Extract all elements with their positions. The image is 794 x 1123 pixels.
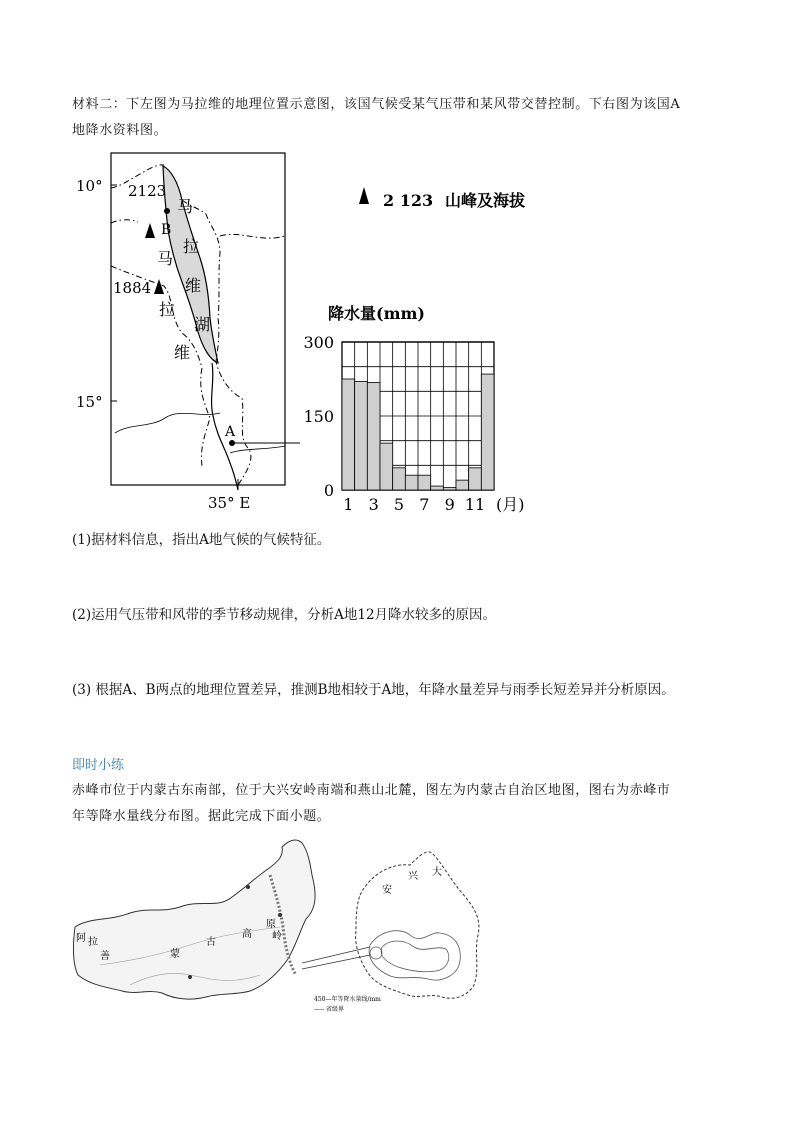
peak-2123-label: 2123 [128, 182, 167, 200]
legend-value: 2 123 [383, 191, 434, 210]
precipitation-chart [300, 295, 540, 520]
imap-label-7: 原 [266, 919, 276, 930]
lat-15-label: 15° [76, 393, 103, 411]
precip-bar [342, 379, 355, 490]
precip-bar [418, 475, 431, 490]
precip-bar [481, 374, 494, 490]
chart-ylabel: 降水量(mm) [328, 304, 426, 323]
material2-line1: 材料二：下左图为马拉维的地理位置示意图，该国气候受某气压带和某风带交替控制。下右图为该国A [72, 97, 681, 112]
precip-bar [355, 381, 368, 490]
legend-peak-icon [359, 187, 369, 204]
x-tick-label: 1 [343, 495, 354, 514]
peak-1884-label: 1884 [113, 279, 152, 297]
exercise-line1: 赤峰市位于内蒙古东南部，位于大兴安岭南端和燕山北麓，图左为内蒙古自治区地图，图右为赤峰市 [72, 783, 671, 798]
imap-label-8: 岭 [272, 931, 282, 942]
x-tick-label: 11 [464, 495, 486, 514]
x-tick-label: 5 [393, 495, 405, 514]
precip-bar [469, 468, 482, 490]
peak-legend [355, 185, 555, 215]
imap-label-10: 兴 [408, 871, 418, 882]
lake-char-2: 拉 [183, 237, 200, 256]
material2-line2: 地降水资料图。 [72, 123, 168, 138]
precip-bar [443, 488, 456, 490]
section-title: 即时小练 [72, 758, 125, 773]
country-char-2: 拉 [159, 300, 176, 319]
point-b-dot [164, 208, 170, 214]
x-tick-label: 7 [419, 495, 430, 514]
lon-35-label: 35° E [208, 494, 251, 512]
question-3: (3) 根据A、B两点的地理位置差异，推测B地相较于A地，年降水量差异与雨季长短差异并分析原因。 [72, 682, 675, 698]
material2-paragraph [72, 92, 727, 144]
exercise-line2: 年等降水量线分布图。据此完成下面小题。 [72, 809, 331, 824]
imap-label-1: 阿 [76, 933, 86, 944]
precip-bar [431, 486, 444, 490]
country-char-3: 维 [174, 343, 191, 362]
precip-bar [367, 382, 380, 490]
point-b-label: B [161, 222, 172, 238]
lake-char-1: 马 [177, 197, 194, 216]
imap-legend-1: 450—年等降水量线/mm [314, 996, 381, 1003]
exercise-paragraph [72, 778, 727, 830]
legend-label: 山峰及海拔 [445, 191, 526, 210]
country-char-1: 马 [157, 249, 174, 268]
imap-label-6: 高 [242, 929, 252, 940]
lake-char-4: 湖 [194, 315, 211, 334]
x-tick-label: 3 [368, 495, 379, 514]
imap-label-11: 大 [432, 867, 442, 878]
malawi-map [70, 148, 300, 518]
imap-label-2: 拉 [88, 937, 98, 948]
y-tick-label: 300 [303, 333, 334, 352]
x-unit-label: (月) [496, 495, 525, 514]
imap-legend-2: ----- 省级界 [314, 1006, 345, 1013]
question-1: (1)据材料信息，指出A地气候的气候特征。 [72, 532, 331, 548]
question-2: (2)运用气压带和风带的季节移动规律，分析A地12月降水较多的原因。 [72, 607, 497, 623]
y-tick-label: 150 [303, 407, 334, 426]
precip-bar [456, 480, 469, 490]
imap-label-9: 安 [382, 885, 392, 896]
x-tick-label: 9 [444, 495, 455, 514]
lat-10-label: 10° [76, 177, 103, 195]
inner-mongolia-figure [70, 835, 490, 1020]
precip-bar [405, 475, 418, 490]
lake-char-3: 维 [185, 276, 202, 295]
precip-bar [393, 468, 406, 490]
precip-bar [380, 443, 393, 490]
imap-label-5: 古 [206, 937, 216, 948]
y-tick-label: 0 [323, 481, 334, 500]
inner-mongolia-outline [73, 840, 315, 999]
imap-label-4: 蒙 [170, 949, 180, 960]
imap-label-3: 善 [100, 951, 110, 962]
point-a-label: A [225, 424, 236, 440]
